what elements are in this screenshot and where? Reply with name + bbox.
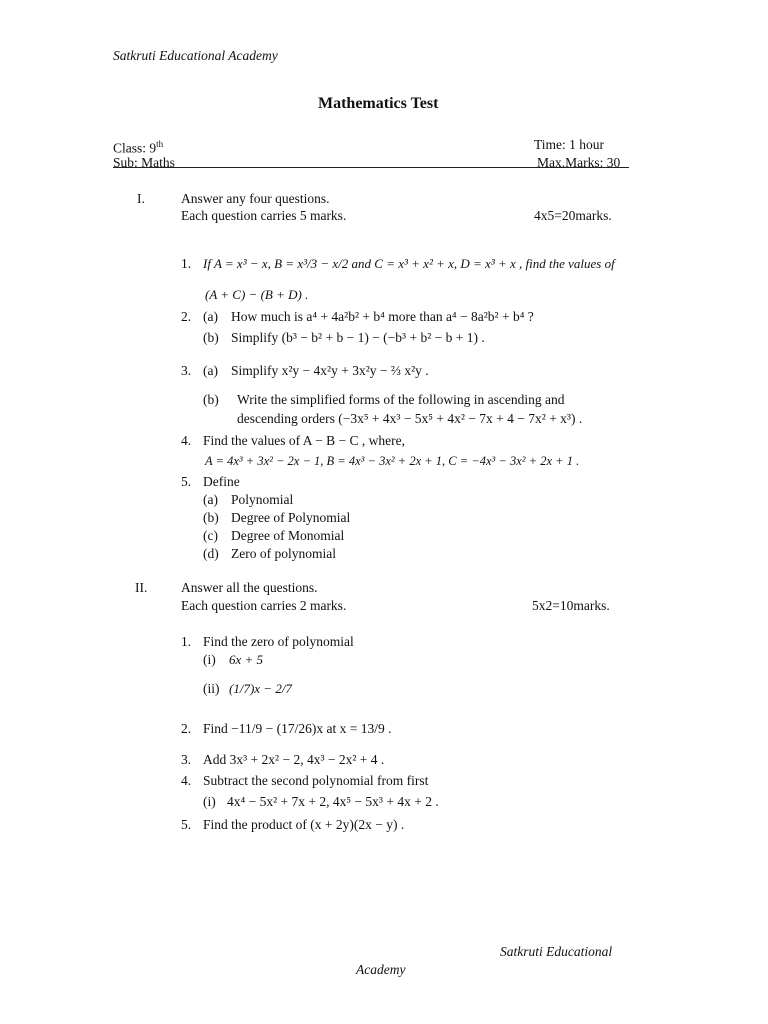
footer-academy-line1: Satkruti Educational [500, 944, 613, 959]
s1-q1-line1: If A = x³ − x, B = x³/3 − x/2 and C = x³ + x² + x, D = x³ + x , find the values of [203, 256, 615, 271]
s2-q1-ii-text: (1/7)x − 2/7 [229, 681, 292, 696]
s2-q2-text: Find −11/9 − (17/26)x at x = 13/9 . [203, 721, 392, 736]
s2-q5-num: 5. [181, 817, 192, 832]
s1-q5-item-label: (a) [203, 492, 218, 507]
section2-marks: 5x2=10marks. [532, 598, 610, 613]
class-text: Class: 9 [113, 140, 157, 156]
section2-instruction1: Answer all the questions. [181, 580, 318, 595]
s2-q1-num: 1. [181, 634, 192, 649]
s2-q1-i-label: (i) [203, 652, 216, 667]
s1-q2-a-label: (a) [203, 309, 218, 324]
s1-q2-a-text: How much is a⁴ + 4a²b² + b⁴ more than a⁴ − 8a²b² + b⁴ ? [231, 309, 534, 324]
s1-q5-text: Define [203, 474, 240, 489]
subject-label: Sub: Maths [113, 155, 175, 170]
s1-q1-line2: (A + C) − (B + D) . [205, 287, 309, 302]
s2-q4-i-text: 4x⁴ − 5x² + 7x + 2, 4x⁵ − 5x³ + 4x + 2 . [227, 794, 439, 809]
s1-q5-item-text: Zero of polynomial [231, 546, 336, 561]
page-title: Mathematics Test [318, 95, 439, 112]
s1-q5-item-label: (d) [203, 546, 219, 561]
section2-instruction2: Each question carries 2 marks. [181, 598, 347, 613]
s1-q2-b-label: (b) [203, 330, 219, 345]
s1-q5-item-text: Degree of Polynomial [231, 510, 351, 525]
s1-q3-b-label: (b) [203, 392, 219, 407]
s2-q3-text: Add 3x³ + 2x² − 2, 4x³ − 2x² + 4 . [203, 752, 385, 767]
s1-q5-num: 5. [181, 474, 192, 489]
footer-academy-line2: Academy [356, 962, 406, 977]
s2-q1-i-text: 6x + 5 [229, 652, 264, 667]
s1-q4-line2: A = 4x³ + 3x² − 2x − 1, B = 4x³ − 3x² + 2x + 1, C = −4x³ − 3x² + 2x + 1 . [205, 454, 580, 468]
s2-q4-num: 4. [181, 773, 192, 788]
s2-q3-num: 3. [181, 752, 192, 767]
section1-numeral: I. [137, 191, 145, 206]
s1-q5-item-text: Polynomial [231, 492, 294, 507]
s2-q4-i-label: (i) [203, 794, 216, 809]
s2-q1-text: Find the zero of polynomial [203, 634, 354, 649]
time-label: Time: 1 hour [534, 137, 605, 152]
s1-q2-b-text: Simplify (b³ − b² + b − 1) − (−b³ + b² − b + 1) . [231, 330, 485, 345]
s1-q3-num: 3. [181, 363, 192, 378]
class-sup: th [156, 139, 164, 149]
s1-q4-line1: Find the values of A − B − C , where, [203, 433, 405, 448]
s2-q4-text: Subtract the second polynomial from first [203, 773, 429, 788]
s1-q5-item-text: Degree of Monomial [231, 528, 345, 543]
section1-marks: 4x5=20marks. [534, 208, 612, 223]
s1-q3-b-text1: Write the simplified forms of the following in ascending and [237, 392, 565, 407]
s1-q5-item-label: (b) [203, 510, 219, 525]
s1-q3-b-text2: descending orders (−3x⁵ + 4x³ − 5x⁵ + 4x² − 7x + 4 − 7x² + x³) . [237, 411, 583, 426]
class-label [113, 136, 163, 157]
s1-q2-num: 2. [181, 309, 192, 324]
s2-q1-ii-label: (ii) [203, 681, 220, 696]
section1-instruction1: Answer any four questions. [181, 191, 330, 206]
section2-numeral: II. [135, 580, 148, 595]
s2-q5-text: Find the product of (x + 2y)(2x − y) . [203, 817, 405, 832]
s1-q5-item-label: (c) [203, 528, 218, 543]
s1-q4-num: 4. [181, 433, 192, 448]
s1-q3-a-label: (a) [203, 363, 218, 378]
s2-q2-num: 2. [181, 721, 192, 736]
max-marks-label: Max.Marks: 30 [537, 155, 621, 170]
header-divider [113, 167, 629, 168]
s1-q1-num: 1. [181, 256, 192, 271]
section1-instruction2: Each question carries 5 marks. [181, 208, 347, 223]
header-academy: Satkruti Educational Academy [113, 48, 278, 63]
s1-q3-a-text: Simplify x²y − 4x²y + 3x²y − ⅔ x²y . [231, 363, 429, 378]
